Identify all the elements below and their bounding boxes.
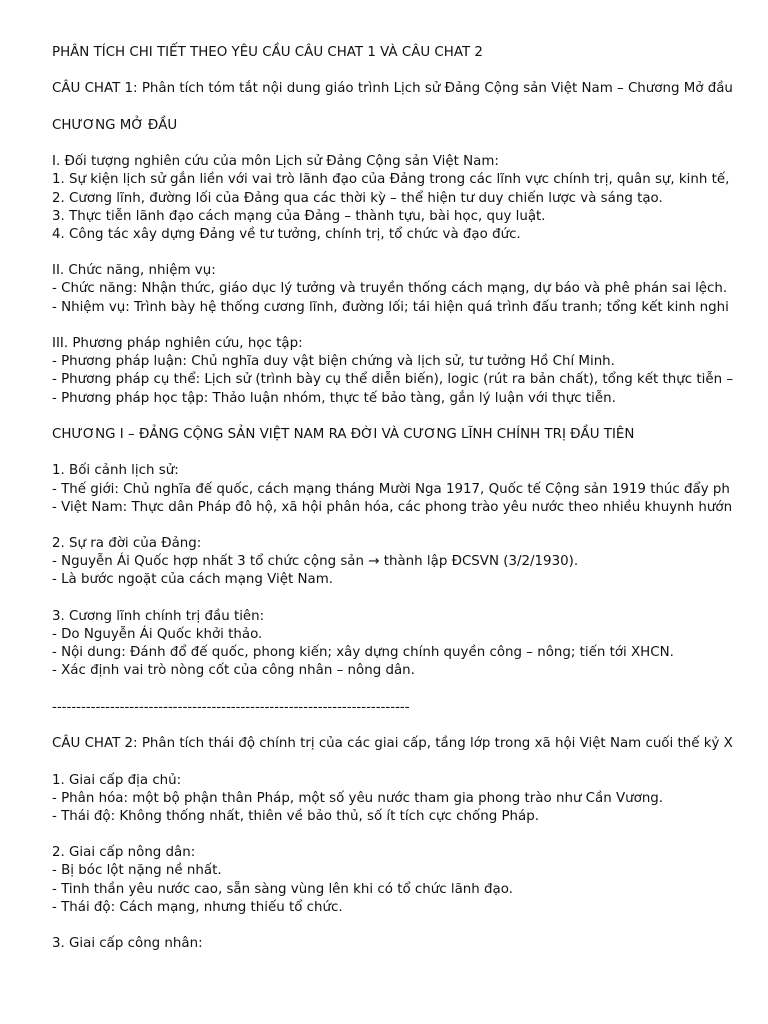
text-line: - Phân hóa: một bộ phận thân Pháp, một số yêu nước tham gia phong trào như Cần Vương. bbox=[52, 790, 664, 806]
text-line: 1. Sự kiện lịch sử gắn liền với vai trò lãnh đạo của Đảng trong các lĩnh vực chính trị, quân sự, kinh tế, bbox=[52, 172, 730, 188]
text-line: - Thái độ: Cách mạng, nhưng thiếu tổ chức. bbox=[52, 899, 343, 915]
text-line: III. Phương pháp nghiên cứu, học tập: bbox=[52, 336, 303, 351]
text-line: - Là bước ngoặt của cách mạng Việt Nam. bbox=[52, 572, 334, 588]
text-line: CÂU CHAT 1: Phân tích tóm tắt nội dung giáo trình Lịch sử Đảng Cộng sản Việt Nam – Chương Mở đầu bbox=[52, 81, 733, 97]
text-line: -------------------------------------------------------------------------- bbox=[52, 699, 410, 715]
text-line: 2. Sự ra đời của Đảng: bbox=[52, 536, 202, 552]
text-line: 2. Cương lĩnh, đường lối của Đảng qua các thời kỳ – thể hiện tư duy chiến lược và sáng tạo. bbox=[52, 190, 663, 206]
text-line: - Phương pháp luận: Chủ nghĩa duy vật biện chứng và lịch sử, tư tưởng Hồ Chí Minh. bbox=[52, 354, 615, 370]
text-line: 3. Giai cấp công nhân: bbox=[52, 936, 203, 952]
text-line: - Do Nguyễn Ái Quốc khởi thảo. bbox=[52, 627, 263, 642]
text-line: PHÂN TÍCH CHI TIẾT THEO YÊU CẦU CÂU CHAT 1 VÀ CÂU CHAT 2 bbox=[52, 45, 483, 60]
blank-line bbox=[52, 917, 768, 935]
text-line: 4. Công tác xây dựng Đảng về tư tưởng, chính trị, tổ chức và đạo đức. bbox=[52, 226, 521, 242]
text-line: 3. Cương lĩnh chính trị đầu tiên: bbox=[52, 608, 265, 624]
text-line: - Bị bóc lột nặng nề nhất. bbox=[52, 863, 222, 879]
blank-line bbox=[52, 681, 768, 699]
blank-line bbox=[52, 408, 768, 426]
text-line: - Tinh thần yêu nước cao, sẵn sàng vùng lên khi có tổ chức lãnh đạo. bbox=[52, 881, 513, 897]
text-line: - Xác định vai trò nòng cốt của công nhân – nông dân. bbox=[52, 663, 415, 679]
text-line: II. Chức năng, nhiệm vụ: bbox=[52, 263, 216, 279]
blank-line bbox=[52, 590, 768, 608]
text-line: - Thái độ: Không thống nhất, thiên về bảo thủ, số ít tích cực chống Pháp. bbox=[52, 808, 539, 824]
blank-line bbox=[52, 99, 768, 117]
text-line: - Nhiệm vụ: Trình bày hệ thống cương lĩnh, đường lối; tái hiện quá trình đấu tranh; tổng kết kinh nghi bbox=[52, 299, 729, 315]
blank-line bbox=[52, 62, 768, 80]
text-line: CÂU CHAT 2: Phân tích thái độ chính trị của các giai cấp, tầng lớp trong xã hội Việt Nam cuối thế kỷ X bbox=[52, 736, 733, 752]
blank-line bbox=[52, 444, 768, 462]
blank-line bbox=[52, 717, 768, 735]
text-line: - Phương pháp học tập: Thảo luận nhóm, thực tế bảo tàng, gắn lý luận với thực tiễn. bbox=[52, 390, 616, 406]
blank-line bbox=[52, 753, 768, 771]
text-line: - Thế giới: Chủ nghĩa đế quốc, cách mạng tháng Mười Nga 1917, Quốc tế Cộng sản 1919 thúc đẩy ph bbox=[52, 481, 730, 497]
text-line: 3. Thực tiễn lãnh đạo cách mạng của Đảng – thành tựu, bài học, quy luật. bbox=[52, 208, 546, 224]
text-line: - Việt Nam: Thực dân Pháp đô hộ, xã hội phân hóa, các phong trào yêu nước theo nhiều khuynh hướn bbox=[52, 499, 733, 515]
text-line: I. Đối tượng nghiên cứu của môn Lịch sử Đảng Cộng sản Việt Nam: bbox=[52, 154, 499, 170]
text-line: 1. Giai cấp địa chủ: bbox=[52, 772, 182, 788]
text-line: - Nguyễn Ái Quốc hợp nhất 3 tổ chức cộng sản → thành lập ĐCSVN (3/2/1930). bbox=[52, 554, 579, 570]
text-line: 1. Bối cảnh lịch sử: bbox=[52, 463, 179, 479]
text-line: 2. Giai cấp nông dân: bbox=[52, 845, 196, 861]
blank-line bbox=[52, 826, 768, 844]
text-line: CHƯƠNG I – ĐẢNG CỘNG SẢN VIỆT NAM RA ĐỜI VÀ CƯƠNG LĨNH CHÍNH TRỊ ĐẦU TIÊN bbox=[52, 426, 635, 442]
text-line: - Chức năng: Nhận thức, giáo dục lý tưởng và truyền thống cách mạng, dự báo và phê phán sai lệch. bbox=[52, 281, 728, 297]
blank-line bbox=[52, 317, 768, 335]
text-line: CHƯƠNG MỞ ĐẦU bbox=[52, 117, 178, 133]
blank-line bbox=[52, 517, 768, 535]
blank-line bbox=[52, 135, 768, 153]
blank-line bbox=[52, 244, 768, 262]
text-line: - Phương pháp cụ thể: Lịch sử (trình bày cụ thể diễn biến), logic (rút ra bản chất), tổng kết thực tiễn – bbox=[52, 372, 734, 388]
text-line: - Nội dung: Đánh đổ đế quốc, phong kiến; xây dựng chính quyền công – nông; tiến tới XHCN. bbox=[52, 645, 674, 661]
